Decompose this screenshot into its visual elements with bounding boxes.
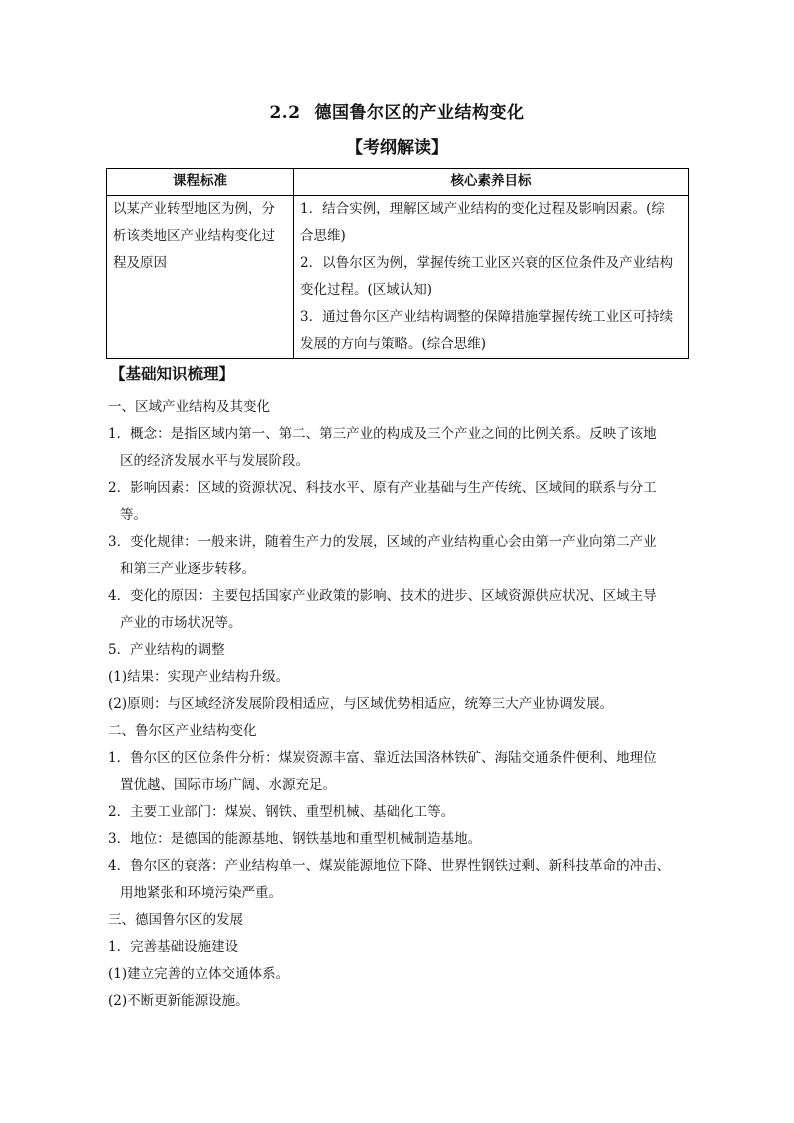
text-line: 1．鲁尔区的区位条件分析：煤炭资源丰富、靠近法国洛林铁矿、海陆交通条件便利、地理位 [108, 750, 657, 766]
text-line: 区的经济发展水平与发展阶段。 [120, 453, 309, 469]
text-line: 2．影响因素：区域的资源状况、科技水平、原有产业基础与生产传统、区域间的联系与分工 [108, 480, 657, 496]
col-header-standard: 课程标准 [107, 169, 294, 196]
text-line: 2．主要工业部门：煤炭、钢铁、重型机械、基础化工等。 [108, 804, 455, 820]
table-header-row [107, 169, 689, 196]
text-line: (1)结果：实现产业结构升级。 [108, 669, 290, 685]
text-line: 5．产业结构的调整 [108, 642, 225, 658]
knowledge-heading: 【基础知识梳理】 [110, 364, 235, 383]
syllabus-heading: 【考纲解读】 [346, 138, 448, 158]
text-line: 三、德国鲁尔区的发展 [108, 912, 243, 928]
page-title [0, 98, 794, 123]
syllabus-table [106, 168, 689, 359]
text-line: 一、区域产业结构及其变化 [108, 399, 270, 415]
text-line: 二、鲁尔区产业结构变化 [108, 723, 257, 739]
goal-line: 2．以鲁尔区为例，掌握传统工业区兴衰的区位条件及产业结构 [300, 255, 674, 271]
standard-cell [107, 196, 294, 359]
text-line: (2)原则：与区域经济发展阶段相适应，与区域优势相适应，统筹三大产业协调发展。 [108, 696, 614, 712]
text-line: 等。 [120, 507, 147, 523]
text-line: 产业的市场状况等。 [120, 615, 242, 631]
text-line: (2)不断更新能源设施。 [108, 993, 249, 1009]
text-line: 置优越、国际市场广阔、水源充足。 [120, 777, 336, 793]
text-line: 1．概念：是指区域内第一、第二、第三产业的构成及三个产业之间的比例关系。反映了该地 [108, 426, 657, 442]
goal-line: 变化过程。(区域认知) [300, 282, 433, 298]
standard-line: 程及原因 [113, 255, 167, 271]
text-line: 4．鲁尔区的衰落：产业结构单一、煤炭能源地位下降、世界性钢铁过剩、新科技革命的冲击、 [108, 858, 671, 874]
knowledge-body [108, 394, 690, 1015]
text-line: 和第三产业逐步转移。 [120, 561, 255, 577]
goal-line: 1．结合实例，理解区域产业结构的变化过程及影响因素。(综 [300, 201, 665, 217]
text-line: 1．完善基础设施建设 [108, 939, 239, 955]
standard-line: 析该类地区产业结构变化过 [113, 228, 275, 244]
section-number: 2.2 [269, 103, 301, 123]
table-row [107, 196, 689, 359]
goals-cell [294, 196, 689, 359]
goal-line: 发展的方向与策略。(综合思维) [300, 336, 487, 352]
section-title: 德国鲁尔区的产业结构变化 [314, 103, 525, 123]
text-line: 4．变化的原因：主要包括国家产业政策的影响、技术的进步、区域资源供应状况、区域主导 [108, 588, 657, 604]
text-line: (1)建立完善的立体交通体系。 [108, 966, 290, 982]
standard-line: 以某产业转型地区为例，分 [113, 201, 275, 217]
goal-line: 合思维) [300, 228, 346, 244]
text-line: 3．变化规律：一般来讲，随着生产力的发展，区域的产业结构重心会由第一产业向第二产业 [108, 534, 657, 550]
col-header-goals: 核心素养目标 [294, 169, 689, 196]
text-line: 用地紧张和环境污染严重。 [120, 885, 282, 901]
goal-line: 3．通过鲁尔区产业结构调整的保障措施掌握传统工业区可持续 [300, 309, 674, 325]
text-line: 3．地位：是德国的能源基地、钢铁基地和重型机械制造基地。 [108, 831, 482, 847]
